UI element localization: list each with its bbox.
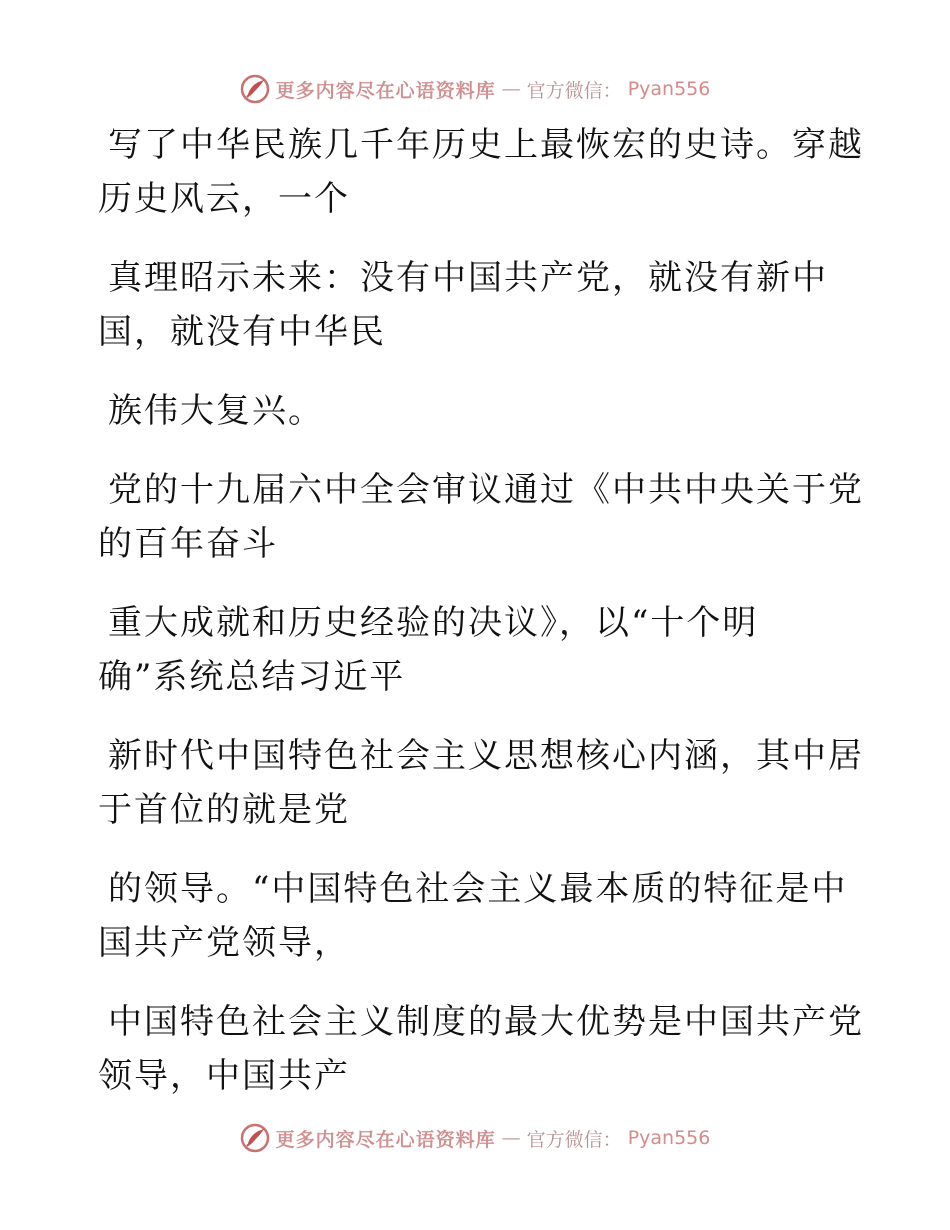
paragraph [98, 995, 864, 1103]
paragraph [98, 596, 833, 704]
quill-logo-icon [240, 74, 270, 104]
paragraph-line: 历史风云，一个 [98, 179, 350, 219]
watermark-label: 官方微信： [526, 79, 622, 102]
document-body [98, 118, 864, 1128]
paragraph-line: 族伟大复兴。 [108, 391, 324, 431]
paragraph [98, 384, 833, 438]
paragraph [98, 862, 848, 970]
paragraph-line: 重大成就和历史经验的决议》，以“十个明 [108, 603, 759, 643]
paragraph [98, 729, 864, 837]
header-watermark [0, 74, 950, 104]
paragraph-line: 新时代中国特色社会主义思想核心内涵，其中居 [108, 736, 864, 776]
footer-watermark [0, 1123, 950, 1153]
paragraph-line: 确”系统总结习近平 [98, 657, 406, 697]
paragraph [98, 118, 864, 226]
paragraph [98, 463, 864, 571]
watermark-main-text: 更多内容尽在心语资料库 [275, 1128, 496, 1151]
paragraph-line: 于首位的就是党 [98, 790, 350, 830]
paragraph-line: 国，就没有中华民 [98, 312, 386, 352]
watermark-separator: — [501, 78, 521, 100]
paragraph-line: 党的十九届六中全会审议通过《中共中央关于党 [108, 470, 864, 510]
paragraph-line: 的百年奋斗 [98, 524, 278, 564]
paragraph-line: 国共产党领导， [98, 923, 350, 963]
watermark-main-text: 更多内容尽在心语资料库 [275, 79, 496, 102]
watermark-id: Pyan556 [627, 78, 711, 100]
paragraph [98, 251, 833, 359]
watermark-separator: — [501, 1127, 521, 1149]
paragraph-line: 写了中华民族几千年历史上最恢宏的史诗。穿越 [108, 125, 864, 165]
paragraph-line: 中国特色社会主义制度的最大优势是中国共产党 [108, 1002, 864, 1042]
paragraph-line: 的领导。“中国特色社会主义最本质的特征是中 [108, 869, 848, 909]
paragraph-line: 领导，中国共产 [98, 1056, 350, 1096]
quill-logo-icon [240, 1123, 270, 1153]
watermark-id: Pyan556 [627, 1127, 711, 1149]
paragraph-line: 真理昭示未来：没有中国共产党，就没有新中 [108, 258, 828, 298]
watermark-label: 官方微信： [526, 1128, 622, 1151]
